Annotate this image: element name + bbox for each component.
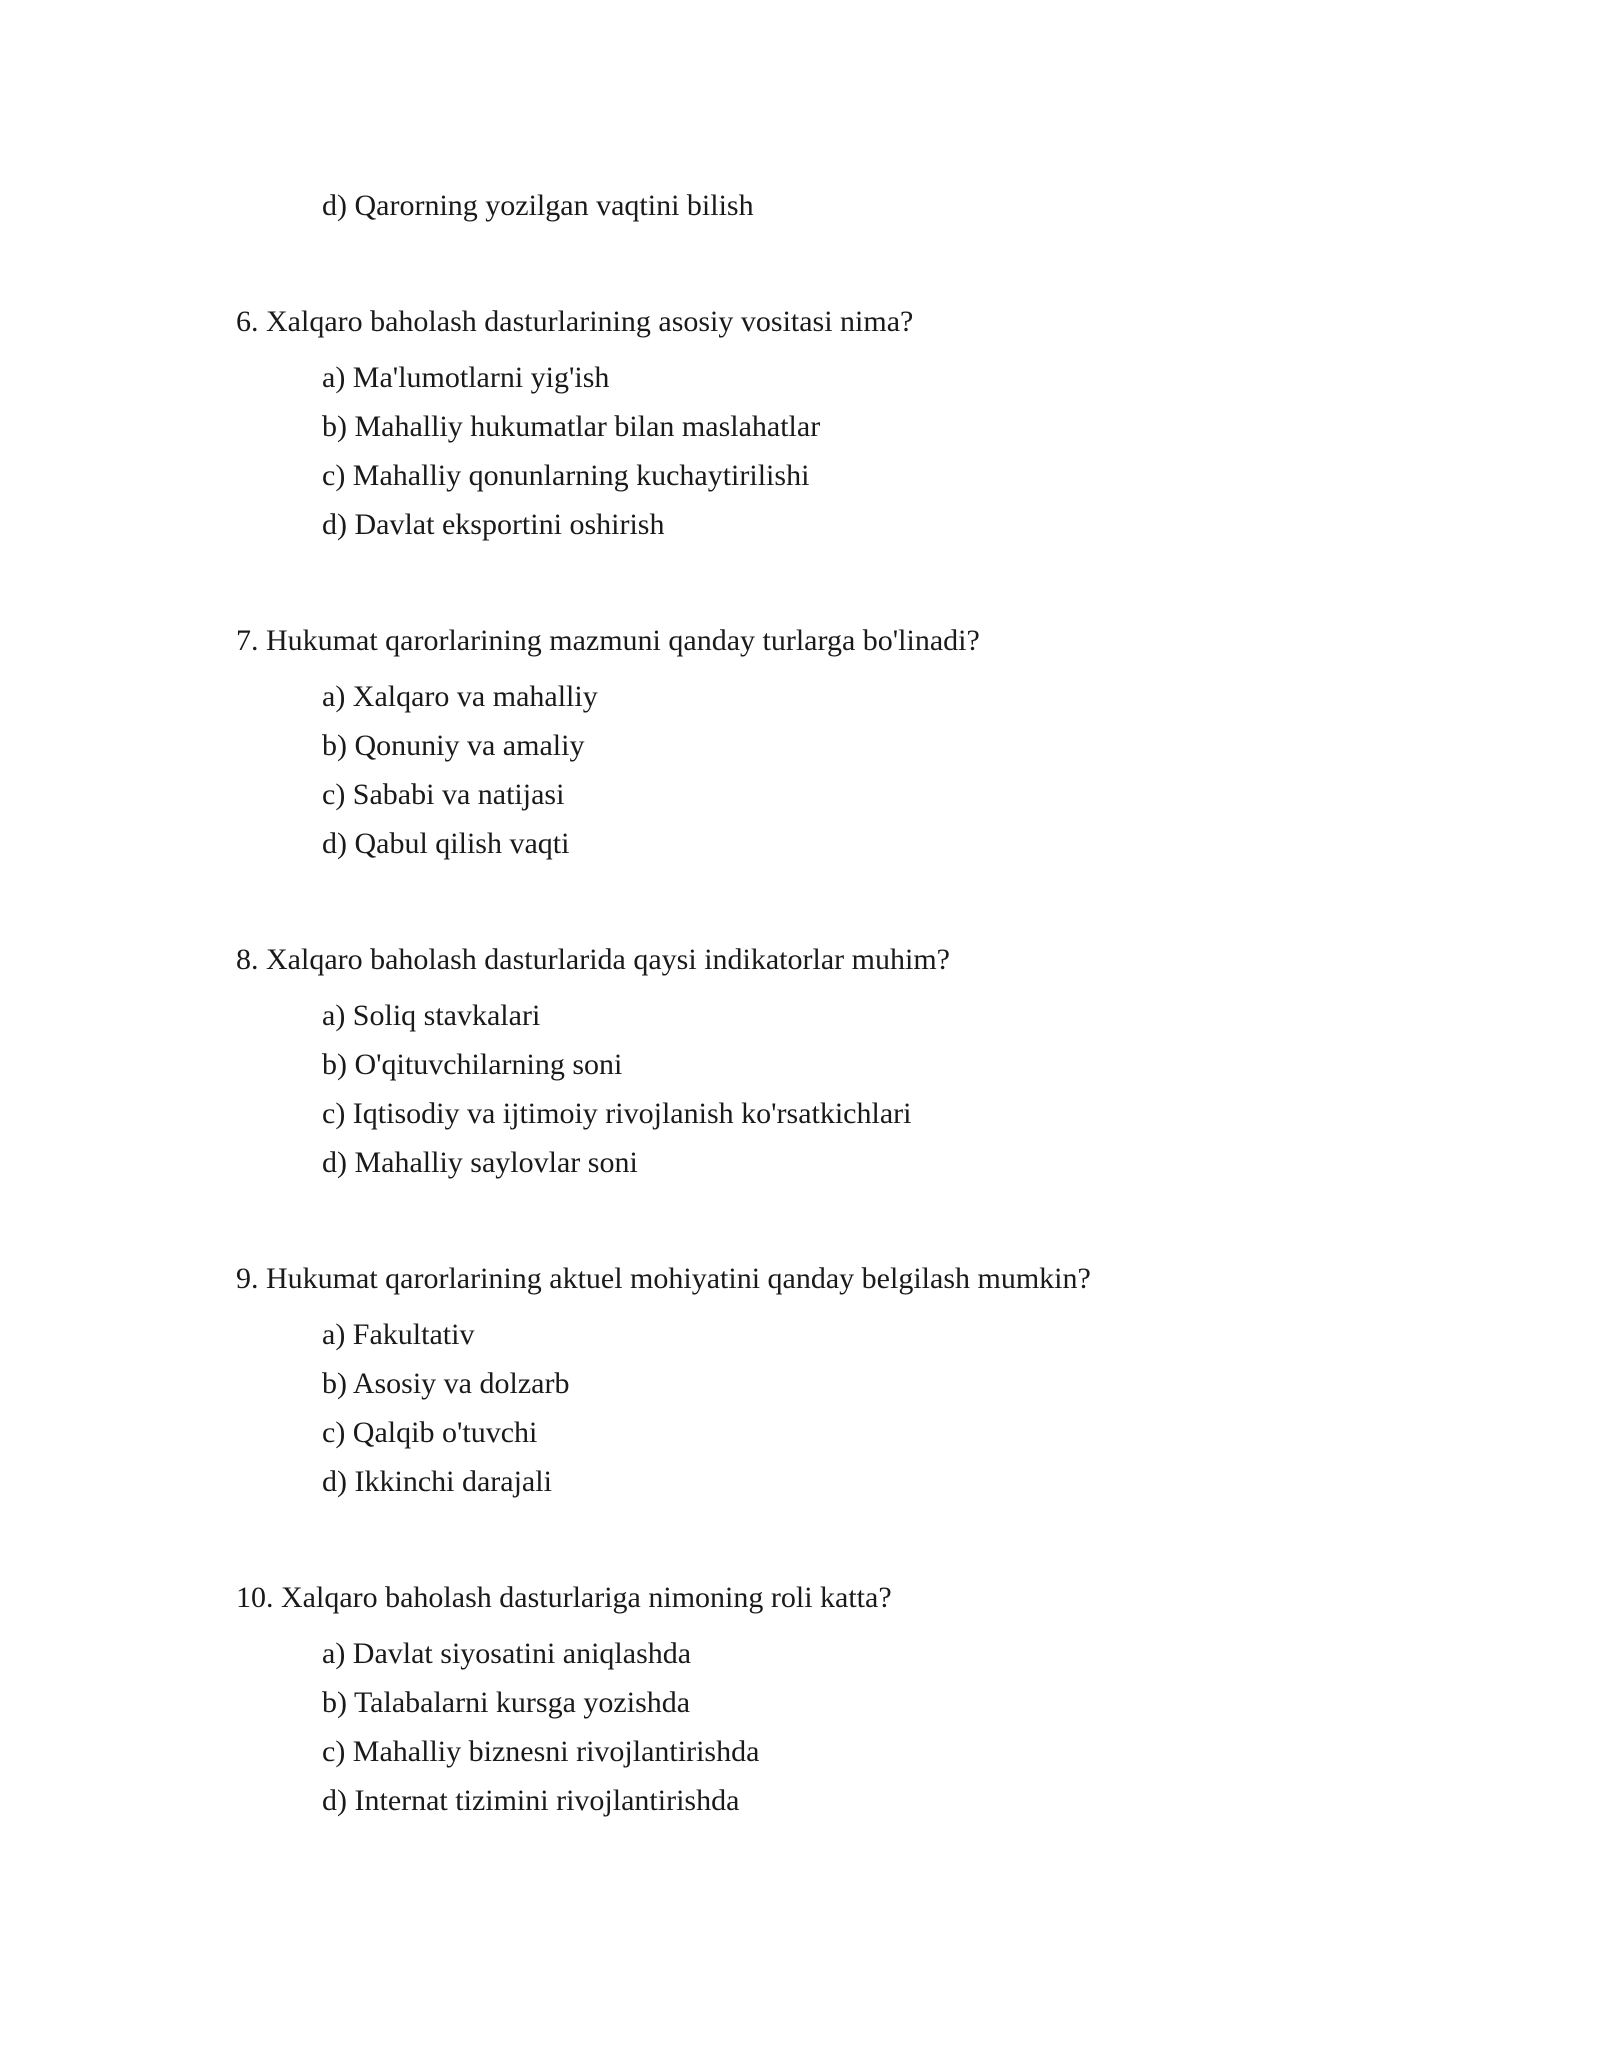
question-6-option-b: b) Mahalliy hukumatlar bilan maslahatlar <box>322 410 821 443</box>
question-7-option-c: c) Sababi va natijasi <box>322 778 565 811</box>
carryover-option-d: d) Qarorning yozilgan vaqtini bilish <box>322 189 754 222</box>
question-8-option-d: d) Mahalliy saylovlar soni <box>322 1146 638 1179</box>
question-8: 8. Xalqaro baholash dasturlarida qaysi indikatorlar muhim? <box>236 943 950 976</box>
question-7-option-b: b) Qonuniy va amaliy <box>322 729 585 762</box>
question-9-option-c: c) Qalqib o'tuvchi <box>322 1416 538 1449</box>
question-6-option-d: d) Davlat eksportini oshirish <box>322 508 665 541</box>
question-10-option-a: a) Davlat siyosatini aniqlashda <box>322 1637 692 1670</box>
question-7-option-d: d) Qabul qilish vaqti <box>322 827 570 860</box>
question-6-option-a: a) Ma'lumotlarni yig'ish <box>322 361 610 394</box>
question-8-option-b: b) O'qituvchilarning soni <box>322 1048 623 1081</box>
question-8-option-a: a) Soliq stavkalari <box>322 999 541 1032</box>
question-10-option-b: b) Talabalarni kursga yozishda <box>322 1686 691 1719</box>
question-6: 6. Xalqaro baholash dasturlarining asosiy vositasi nima? <box>236 305 914 338</box>
question-9-option-b: b) Asosiy va dolzarb <box>322 1367 570 1400</box>
question-9-option-a: a) Fakultativ <box>322 1318 475 1351</box>
question-8-option-c: c) Iqtisodiy va ijtimoiy rivojlanish ko'rsatkichlari <box>322 1097 912 1130</box>
question-10-option-d: d) Internat tizimini rivojlantirishda <box>322 1784 740 1817</box>
question-10: 10. Xalqaro baholash dasturlariga nimoning roli katta? <box>236 1581 892 1614</box>
question-6-option-c: c) Mahalliy qonunlarning kuchaytirilishi <box>322 459 810 492</box>
question-7-option-a: a) Xalqaro va mahalliy <box>322 680 598 713</box>
question-10-option-c: c) Mahalliy biznesni rivojlantirishda <box>322 1735 760 1768</box>
question-7: 7. Hukumat qarorlarining mazmuni qanday turlarga bo'linadi? <box>236 624 980 657</box>
question-9: 9. Hukumat qarorlarining aktuel mohiyatini qanday belgilash mumkin? <box>236 1262 1091 1295</box>
question-9-option-d: d) Ikkinchi darajali <box>322 1465 552 1498</box>
